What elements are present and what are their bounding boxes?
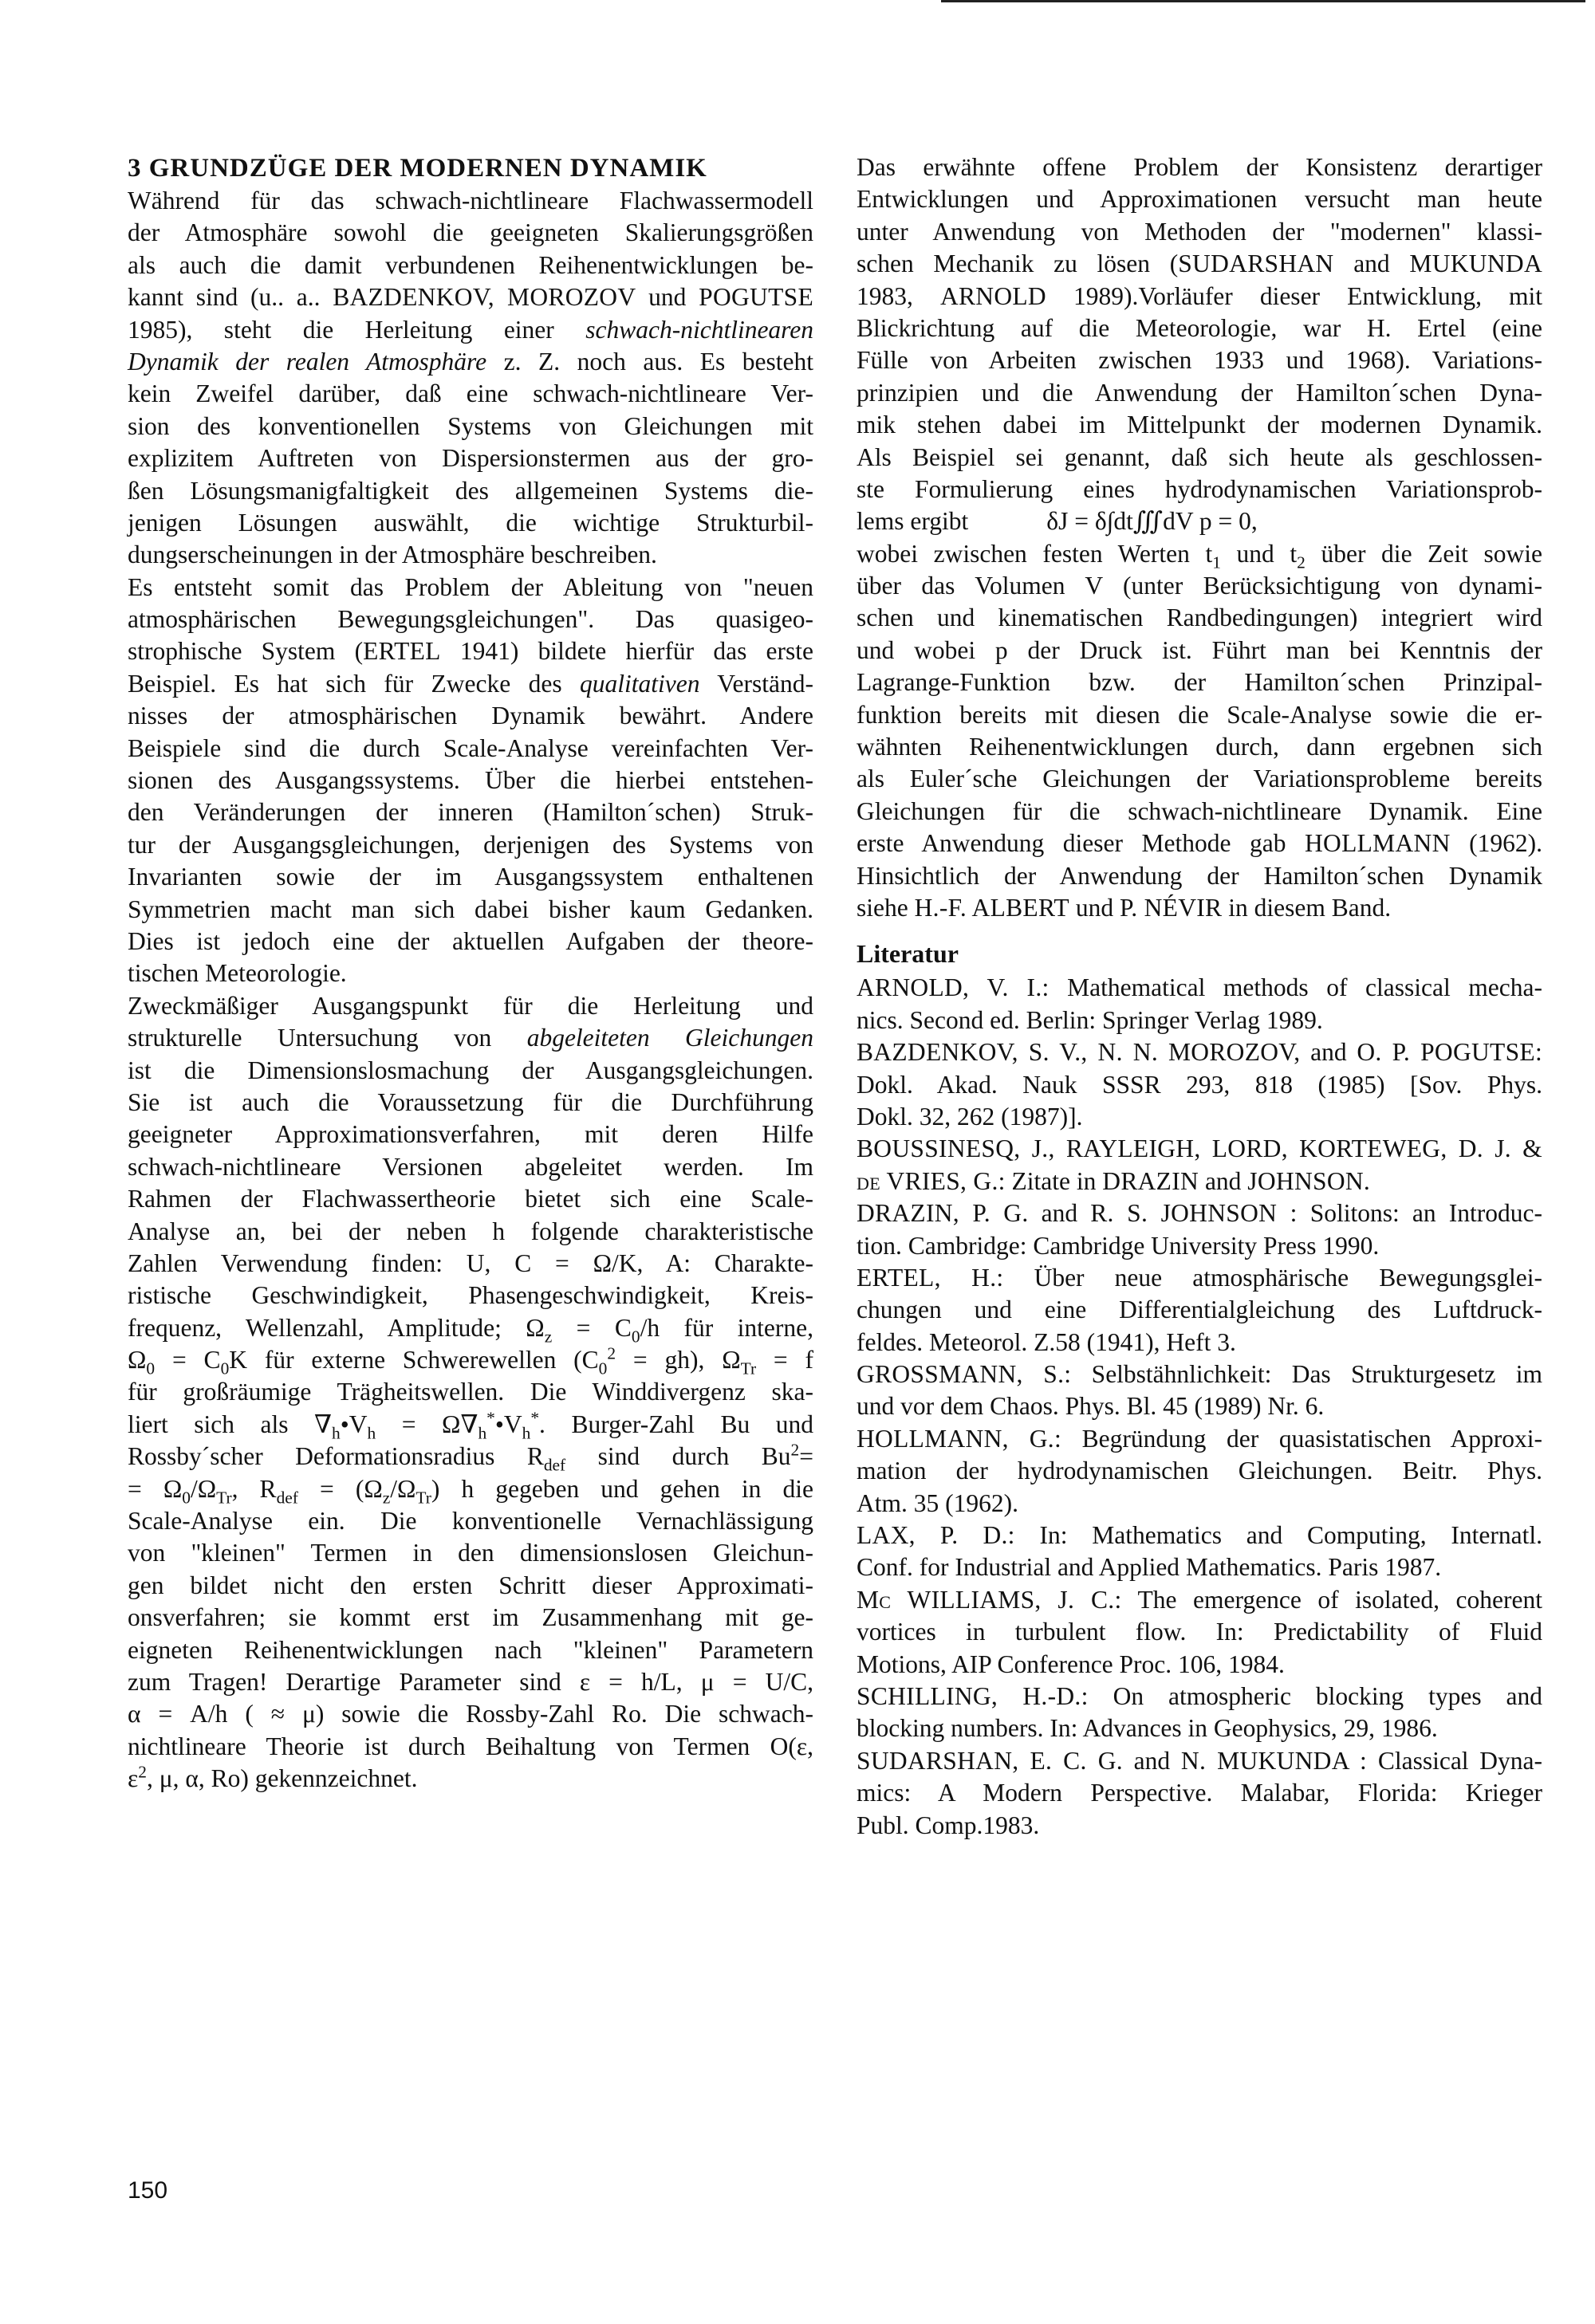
- reference-author: ARNOLD, V. I.:: [857, 973, 1050, 1002]
- text-line: Zahlen Verwendung finden: U, C = Ω/K, A: Charakte-: [128, 1249, 813, 1277]
- reference-author: DRAZIN, P. G.: [857, 1199, 1029, 1228]
- reference-author: BAZDENKOV, S. V., N. N. MOROZOV,: [857, 1038, 1301, 1067]
- text-line: ste Formulierung eines hydrodynamischen Variationsprob-: [857, 474, 1542, 503]
- equation-line: lems ergibt δJ = δ∫dt∭dV p = 0,: [857, 507, 1258, 536]
- section-heading: 3 GRUNDZÜGE DER MODERNEN DYNAMIK: [128, 154, 707, 183]
- emphasis: Dynamik der realen Atmosphäre: [128, 347, 487, 376]
- text-line: ristische Geschwindigkeit, Phasengeschwindigkeit, Kreis-: [128, 1281, 813, 1310]
- text-line: Beispiel. Es hat sich für Zwecke des qualitativen Verständ-: [128, 669, 813, 698]
- text-line: für großräumige Trägheitswellen. Die Winddivergenz ska-: [128, 1378, 813, 1406]
- text-line: onsverfahren; sie kommt erst im Zusammenhang mit ge-: [128, 1603, 813, 1632]
- reference-author: Mc WILLIAMS, J. C.:: [857, 1585, 1122, 1614]
- text-line: eigneten Reihenentwicklungen nach "kleinen" Parametern: [128, 1635, 813, 1664]
- text-line: erste Anwendung dieser Methode gab HOLLMANN (1962).: [857, 829, 1543, 858]
- text-line: Entwicklungen und Approximationen versucht man heute: [857, 185, 1542, 214]
- reference-author: R. S. JOHNSON :: [1090, 1199, 1298, 1228]
- text-line: liert sich als $\nabla_h•V_h$ = $\Omega\nabla_h^*•V_h^*$. Burger-Zahl Bu und: [128, 1408, 813, 1443]
- author-citation: MUKUNDA: [1409, 250, 1542, 278]
- author-citation: HOLLMANN: [1304, 829, 1451, 858]
- text-line: wobei zwischen festen Werten $t_1$ und $t_2$ über die Zeit sowie: [857, 539, 1542, 572]
- emphasis: qualitativen: [579, 669, 700, 698]
- text-line: Es entsteht somit das Problem der Ableitung von "neuen: [128, 572, 813, 601]
- reference-author: BOUSSINESQ, J., RAYLEIGH, LORD, KORTEWEG, D. J. &: [857, 1134, 1542, 1163]
- author-citation: BAZDENKOV, MOROZOV: [333, 283, 636, 312]
- reference-item: BOUSSINESQ, J., RAYLEIGH, LORD, KORTEWEG, D. J. & de VRIES, G.: Zitate in DRAZIN and JOHNSON.: [857, 1134, 1542, 1195]
- author-citation: ARNOLD: [939, 281, 1046, 310]
- text-line: Rahmen der Flachwassertheorie bietet sich eine Scale-: [128, 1185, 813, 1213]
- reference-item: DRAZIN, P. G. and R. S. JOHNSON : Solitons: an Introduc- tion. Cambridge: Cambridge University Press 1990.: [857, 1199, 1542, 1260]
- text-line: sion des konventionellen Systems von Gleichungen mit: [128, 411, 813, 440]
- reference-author: O. P. POGUTSE:: [1357, 1038, 1542, 1067]
- text-line: $\Omega_0 = C_0K$ für externe Schwerewellen $(C_0^2 = gh)$, $\Omega_{Tr} = f$: [128, 1343, 813, 1378]
- text-line: $\varepsilon^2$, μ, α, Ro) gekennzeichnet.: [128, 1762, 418, 1793]
- text-line: Beispiele sind die durch Scale-Analyse vereinfachten Ver-: [128, 733, 813, 762]
- reference-item: HOLLMANN, G.: Begründung der quasistatischen Approxi- mation der hydrodynamischen Gleichungen. Beitr. Phys. Atm. 35 (1962).: [857, 1424, 1542, 1517]
- text-line: als auch die damit verbundenen Reihenentwicklungen be-: [128, 250, 813, 279]
- text-line: atmosphärischen Bewegungsgleichungen". Das quasigeo-: [128, 605, 813, 634]
- reference-item: SCHILLING, H.-D.: On atmospheric blocking types and blocking numbers. In: Advances in Geophysics, 29, 1986.: [857, 1681, 1542, 1743]
- text-line: Lagrange-Funktion bzw. der Hamilton´schen Prinzipal-: [857, 668, 1542, 697]
- text-line: kannt sind (u.. a.. BAZDENKOV, MOROZOV und POGUTSE: [128, 283, 814, 312]
- text-line: zum Tragen! Derartige Parameter sind ε = h/L, μ = U/C,: [128, 1667, 813, 1696]
- reference-author: N. MUKUNDA :: [1180, 1746, 1368, 1775]
- text-line: Das erwähnte offene Problem der Konsistenz derartiger: [857, 153, 1542, 181]
- text-line: Zweckmäßiger Ausgangspunkt für die Herleitung und: [128, 991, 813, 1020]
- text-line: Sie ist auch die Voraussetzung für die Durchführung: [128, 1087, 813, 1116]
- text-line: geeigneter Approximationsverfahren, mit deren Hilfe: [128, 1120, 813, 1149]
- text-line: als Euler´sche Gleichungen der Variationsprobleme bereits: [857, 765, 1542, 793]
- text-line: ßen Lösungsmanigfaltigkeit des allgemeinen Systems die-: [128, 476, 813, 505]
- text-line: siehe H.-F. ALBERT und P. NÉVIR in diesem Band.: [857, 893, 1392, 922]
- author-citation: POGUTSE: [699, 283, 814, 312]
- reference-author: HOLLMANN, G.:: [857, 1424, 1062, 1453]
- text-line: Während für das schwach-nichtlineare Flachwassermodell: [128, 187, 813, 214]
- text-line: den Veränderungen der inneren (Hamilton´schen) Struk-: [128, 798, 813, 827]
- reference-author: SUDARSHAN, E. C. G.: [857, 1746, 1123, 1775]
- text-line: explizitem Auftreten von Dispersionstermen aus der gro-: [128, 444, 813, 473]
- text-line: α = A/h ( ≈ μ) sowie die Rossby-Zahl Ro. Die schwach-: [128, 1700, 813, 1728]
- text-line: von "kleinen" Termen in den dimensionslosen Gleichun-: [128, 1539, 813, 1567]
- emphasis: abgeleiteten Gleichungen: [526, 1024, 813, 1052]
- left-column: [128, 151, 813, 1795]
- text-line: strophische System (ERTEL 1941) bildete hierfür das erste: [128, 637, 813, 666]
- author-citation: ERTEL: [363, 637, 441, 666]
- variational-equation: δJ = δ∫dt∭dV p = 0,: [1046, 507, 1258, 536]
- references-heading: Literatur: [857, 939, 959, 969]
- reference-author: LAX, P. D.:: [857, 1521, 1015, 1550]
- text-line: jenigen Lösungen auswählt, die wichtige Strukturbil-: [128, 508, 813, 537]
- text-line: = $\Omega_0/\Omega_{Tr}$, $R_{def} = (\Omega_z/\Omega_{Tr})$ h gegeben und gehen in die: [128, 1474, 813, 1507]
- text-line: Rossby´scher Deformationsradius $R_{def}$ sind durch $Bu^2=$: [128, 1440, 813, 1475]
- text-line: frequenz, Wellenzahl, Amplitude; $\Omega_z = C_0/h$ für interne,: [128, 1313, 814, 1346]
- reference-item: ERTEL, H.: Über neue atmosphärische Bewegungsglei- chungen und eine Differentialgleichung des Luftdruck- feldes. Meteorol. Z.58 (1941), Heft 3.: [857, 1263, 1542, 1356]
- top-rule: [941, 0, 1585, 2]
- text-line: prinzipien und die Anwendung der Hamilton´schen Dyna-: [857, 378, 1542, 407]
- text-line: funktion bereits mit diesen die Scale-Analyse sowie die er-: [857, 700, 1542, 729]
- reference-item: ARNOLD, V. I.: Mathematical methods of classical mecha- nics. Second ed. Berlin: Springer Verlag 1989.: [857, 973, 1542, 1034]
- author-citation: SUDARSHAN: [1178, 250, 1334, 278]
- text-line: 1985), steht die Herleitung einer schwach-nichtlinearen: [128, 315, 813, 344]
- text-line: Fülle von Arbeiten zwischen 1933 und 1968). Variations-: [857, 346, 1542, 375]
- right-column: [857, 151, 1542, 1842]
- reference-item: SUDARSHAN, E. C. G. and N. MUKUNDA : Classical Dyna- mics: A Modern Perspective. Malabar, Florida: Krieger Publ. Comp.1983.: [857, 1746, 1542, 1839]
- text-line: nisses der atmosphärischen Dynamik bewährt. Andere: [128, 702, 813, 730]
- text-line: kein Zweifel darüber, daß eine schwach-nichtlineare Ver-: [128, 379, 813, 408]
- text-line: Scale-Analyse ein. Die konventionelle Vernachlässigung: [128, 1507, 813, 1536]
- text-line: Hinsichtlich der Anwendung der Hamilton´schen Dynamik: [857, 861, 1542, 890]
- reference-author: GROSSMANN, S.:: [857, 1360, 1072, 1389]
- text-line: 1983, ARNOLD 1989).Vorläufer dieser Entwicklung, mit: [857, 281, 1543, 310]
- text-line: schen Mechanik zu lösen (SUDARSHAN and MUKUNDA: [857, 250, 1542, 278]
- text-line: tischen Meteorologie.: [128, 959, 347, 988]
- text-line: unter Anwendung von Methoden der "modernen" klassi-: [857, 217, 1542, 246]
- emphasis: schwach-nichtlinearen: [585, 315, 813, 344]
- text-line: tur der Ausgangsgleichungen, derjenigen des Systems von: [128, 830, 813, 859]
- text-line: strukturelle Untersuchung von abgeleiteten Gleichungen: [128, 1024, 813, 1052]
- reference-author: ERTEL, H.:: [857, 1263, 1004, 1292]
- text-line: Invarianten sowie der im Ausgangssystem enthaltenen: [128, 863, 813, 891]
- reference-author: SCHILLING, H.-D.:: [857, 1681, 1089, 1710]
- text-line: sionen des Ausgangssystems. Über die hierbei entstehen-: [128, 766, 813, 795]
- reference-item: GROSSMANN, S.: Selbstähnlichkeit: Das Strukturgesetz im und vor dem Chaos. Phys. Bl. 45 (1989) Nr. 6.: [857, 1360, 1542, 1421]
- text-line: gen bildet nicht den ersten Schritt dieser Approximati-: [128, 1571, 813, 1599]
- reference-item: Mc WILLIAMS, J. C.: The emergence of isolated, coherent vortices in turbulent flow. In: Predictability of Fluid Motions, AIP Conference Proc. 106, 1984.: [857, 1585, 1542, 1678]
- reference-author: de VRIES, G.:: [857, 1166, 1006, 1195]
- text-line: Als Beispiel sei genannt, daß sich heute als geschlossen-: [857, 442, 1542, 471]
- text-line: über das Volumen V (unter Berücksichtigung von dynami-: [857, 572, 1542, 600]
- page-number: 150: [128, 2177, 168, 2204]
- text-line: wähnten Reihenentwicklungen durch, dann ergebnen sich: [857, 733, 1542, 761]
- text-line: Analyse an, bei der neben h folgende charakteristische: [128, 1217, 813, 1245]
- reference-item: BAZDENKOV, S. V., N. N. MOROZOV, and O. P. POGUTSE: Dokl. Akad. Nauk SSSR 293, 818 (1985) [Sov. Phys. Dokl. 32, 262 (1987)].: [857, 1038, 1542, 1131]
- text-line: dungserscheinungen in der Atmosphäre beschreiben.: [128, 541, 657, 569]
- author-citation: H.-F. ALBERT: [914, 893, 1069, 922]
- text-line: und wobei p der Druck ist. Führt man bei Kenntnis der: [857, 635, 1542, 664]
- text-line: Symmetrien macht man sich dabei bisher kaum Gedanken.: [128, 895, 813, 923]
- text-line: nichtlineare Theorie ist durch Beihaltung von Termen O(ε,: [128, 1732, 813, 1760]
- reference-item: LAX, P. D.: In: Mathematics and Computing, Internatl. Conf. for Industrial and Applied Mathematics. Paris 1987.: [857, 1521, 1542, 1582]
- text-line: der Atmosphäre sowohl die geeigneten Skalierungsgrößen: [128, 218, 813, 247]
- text-line: Gleichungen für die schwach-nichtlineare Dynamik. Eine: [857, 796, 1542, 825]
- text-line: mik stehen dabei im Mittelpunkt der modernen Dynamik.: [857, 411, 1542, 439]
- text-line: Dynamik der realen Atmosphäre z. Z. noch aus. Es besteht: [128, 347, 813, 376]
- text-line: schen und kinematischen Randbedingungen) integriert wird: [857, 604, 1542, 632]
- text-line: Blickrichtung auf die Meteorologie, war H. Ertel (eine: [857, 313, 1542, 342]
- text-line: Dies ist jedoch eine der aktuellen Aufgaben der theore-: [128, 926, 813, 955]
- text-line: schwach-nichtlineare Versionen abgeleitet werden. Im: [128, 1152, 813, 1181]
- text-line: ist die Dimensionslosmachung der Ausgangsgleichungen.: [128, 1056, 813, 1084]
- author-citation: P. NÉVIR: [1119, 893, 1223, 922]
